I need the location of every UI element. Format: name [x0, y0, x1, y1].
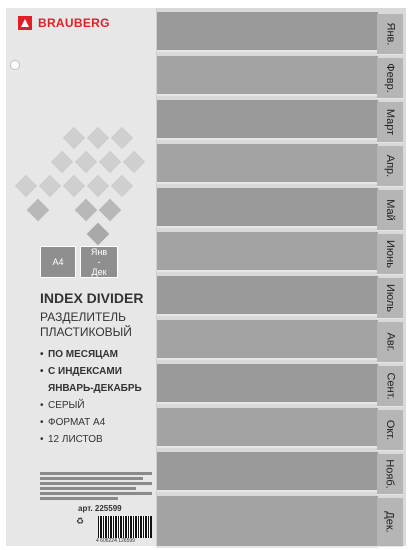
barcode-number: 4 606224 126599 [96, 538, 135, 544]
punch-hole [10, 60, 20, 70]
divider-strip [156, 12, 378, 52]
tab-aug[interactable] [377, 322, 403, 363]
tab-oct[interactable] [377, 410, 403, 451]
tab-nov[interactable] [377, 454, 403, 495]
tab-label: Апр. [384, 154, 396, 178]
tab-label: Дек. [384, 511, 396, 533]
tab-label: Май [384, 199, 396, 221]
product-subtitle: РАЗДЕЛИТЕЛЬ ПЛАСТИКОВЫЙ [40, 310, 132, 339]
divider-strip [156, 276, 378, 316]
tab-label: Сент. [384, 372, 397, 400]
tab-label: Авг. [384, 332, 396, 352]
divider-strip [156, 232, 378, 272]
feature-item: • СЕРЫЙ [40, 397, 160, 414]
feature-item: • ПО МЕСЯЦАМ [40, 346, 160, 363]
divider-strip [156, 364, 378, 404]
feature-item: • 12 ЛИСТОВ [40, 431, 160, 448]
divider-strip [156, 408, 378, 448]
tab-dec[interactable] [377, 498, 403, 547]
tab-label: Март [384, 108, 397, 136]
feature-item: • ФОРМАТ А4 [40, 414, 160, 431]
divider-strips [156, 12, 378, 546]
barcode [98, 516, 152, 538]
feature-list [40, 346, 160, 448]
month-tabs [377, 8, 403, 546]
divider-strip [156, 452, 378, 492]
divider-strip [156, 188, 378, 228]
month-range-start: Янв [90, 247, 108, 257]
tab-label: Февр. [384, 63, 396, 93]
month-range-end: Дек [91, 267, 107, 277]
divider-strip [156, 496, 378, 548]
brand-mark-icon [18, 16, 32, 30]
tab-jan[interactable] [377, 14, 403, 55]
feature-item: • С ИНДЕКСАМИ ЯНВАРЬ-ДЕКАБРЬ [40, 363, 160, 397]
divider-strip [156, 56, 378, 96]
month-range-badge [80, 246, 118, 278]
brand-name: BRAUBERG [38, 16, 110, 30]
fine-print-block [40, 470, 152, 502]
tab-jun[interactable] [377, 234, 403, 275]
tab-label: Нояб. [384, 459, 396, 489]
tab-may[interactable] [377, 190, 403, 231]
product-title: INDEX DIVIDER [40, 290, 144, 306]
tab-apr[interactable] [377, 146, 403, 187]
format-badge: А4 [40, 246, 76, 278]
tab-jul[interactable] [377, 278, 403, 319]
tab-sep[interactable] [377, 366, 403, 407]
tab-label: Янв. [383, 22, 396, 46]
recycle-icon: ♻ [76, 516, 85, 526]
divider-strip [156, 100, 378, 140]
divider-strip [156, 144, 378, 184]
tab-label: Июнь [384, 240, 396, 268]
tab-label: Июль [384, 283, 397, 313]
tab-feb[interactable] [377, 58, 403, 99]
tab-label: Окт. [384, 419, 396, 441]
brand-logo [18, 16, 110, 30]
month-range-dash: - [97, 257, 101, 267]
divider-strip [156, 320, 378, 360]
article-number: арт. 225599 [78, 504, 122, 513]
tab-mar[interactable] [377, 102, 403, 143]
